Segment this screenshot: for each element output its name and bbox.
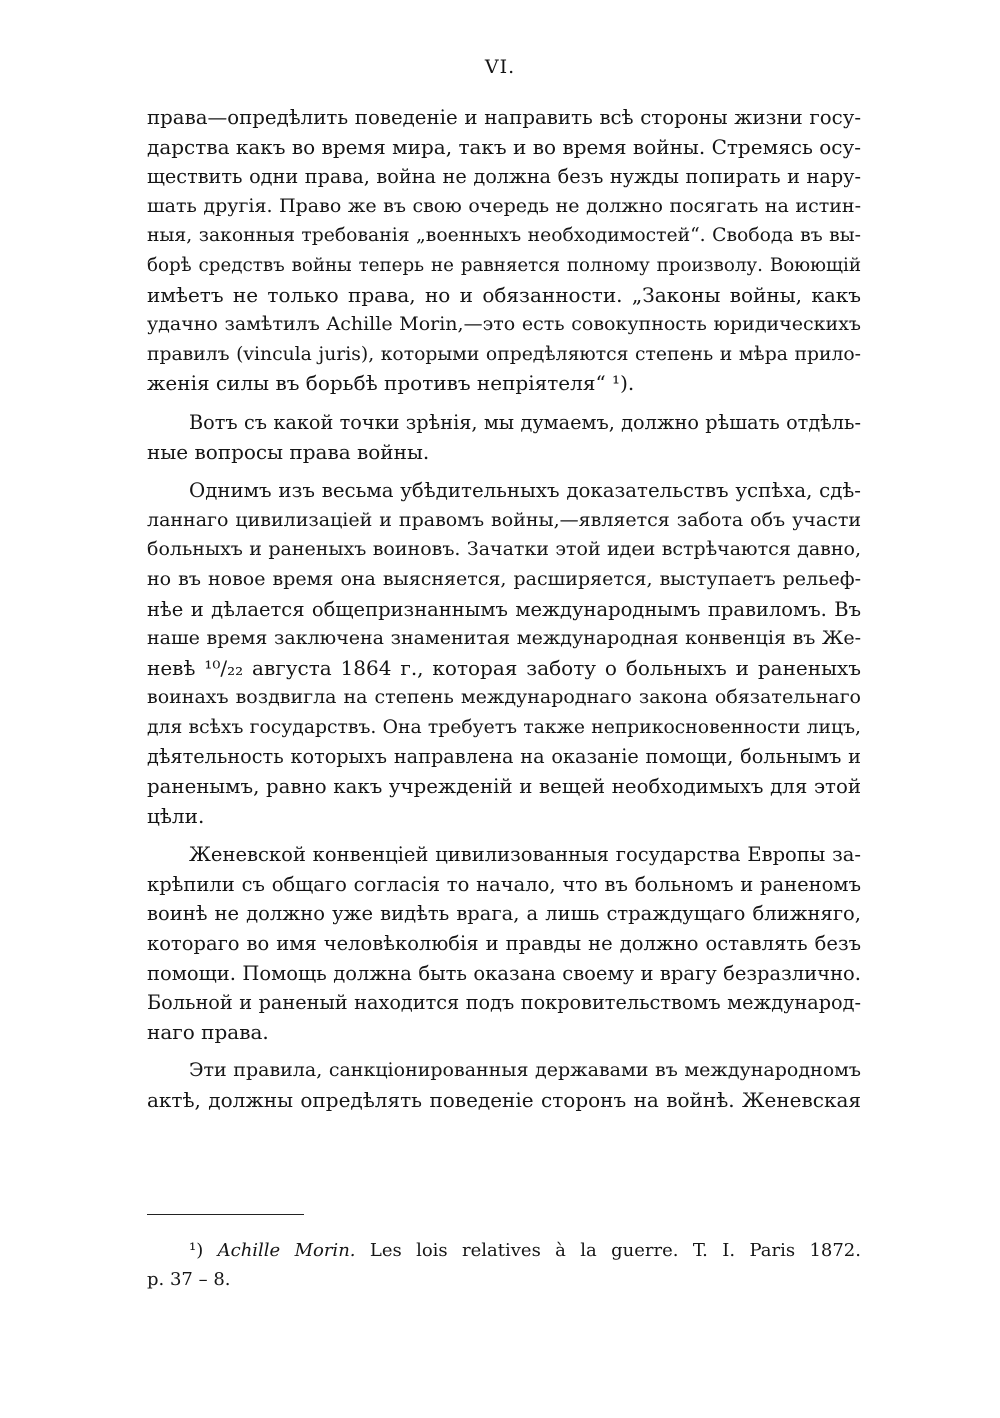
- text-line: удачно замѣтилъ Achille Morin,—это есть совокупность юридическихъ: [147, 313, 861, 336]
- footnote-marker: ¹): [189, 1240, 204, 1261]
- text-line: женія силы въ борьбѣ противъ непріятеля“ ¹).: [147, 371, 635, 396]
- text-line: котораго во имя человѣколюбія и правды не должно оставлять безъ: [147, 932, 861, 956]
- text-line: дѣятельность которыхъ направлена на оказаніе помощи, больнымъ и: [147, 745, 861, 769]
- paragraph: [147, 103, 861, 399]
- text-line: Эти правила, санкціонированныя державами въ международномъ: [189, 1059, 861, 1082]
- paragraph: [147, 840, 861, 1047]
- text-line: имѣетъ не только права, но и обязанности. „Законы войны, какъ: [147, 282, 861, 307]
- text-line: но въ новое время она выясняется, расширяется, выступаетъ рельеф-: [147, 567, 861, 590]
- text-line: дарства какъ во время мира, такъ и во время войны. Стремясь осу-: [147, 134, 861, 159]
- footnote-author: Achille Morin.: [217, 1240, 356, 1261]
- text-line: для всѣхъ государствъ. Она требуетъ также неприкосновенности лицъ,: [147, 716, 861, 738]
- page-number: VI.: [484, 56, 516, 78]
- text-line: наго права.: [147, 1019, 269, 1044]
- text-line: Вотъ съ какой точки зрѣнія, мы думаемъ, должно рѣшать отдѣль-: [189, 410, 861, 434]
- paragraph: [147, 476, 861, 831]
- footnote-divider: [147, 1214, 304, 1215]
- text-line: ществить одни права, война не должна безъ нужды попирать и нару-: [147, 165, 861, 189]
- footnote-line: [147, 1236, 861, 1265]
- text-line: ланнаго цивилизаціей и правомъ войны,—является забота объ участи: [147, 508, 861, 531]
- text-line: Женевской конвенціей цивилизованныя государства Европы за-: [189, 843, 861, 867]
- main-text: [147, 103, 861, 1116]
- text-line: невѣ ¹⁰/₂₂ августа 1864 г., которая заботу о больныхъ и раненыхъ: [147, 655, 861, 680]
- text-line: ныя, законныя требованія „военныхъ необходимостей“. Свобода въ вы-: [147, 225, 861, 247]
- footnote-line: p. 37 – 8.: [147, 1269, 231, 1290]
- text-line: борѣ средствъ войны теперь не равняется полному произволу. Воюющій: [147, 254, 861, 276]
- text-line: наше время заключена знаменитая международная конвенція въ Же-: [147, 627, 861, 650]
- footnote-citation: Les lois relatives à la guerre. T. I. Paris 1872.: [369, 1240, 861, 1261]
- paragraph: [147, 1056, 861, 1115]
- paragraph: [147, 408, 861, 467]
- text-line: раненымъ, равно какъ учрежденій и вещей необходимыхъ для этой: [147, 775, 861, 799]
- text-line: помощи. Помощь должна быть оказана своему и врагу безразлично.: [147, 961, 861, 985]
- text-line: ные вопросы права войны.: [147, 439, 430, 464]
- text-line: воинахъ воздвигла на степень международнаго закона обязательнаго: [147, 686, 861, 709]
- text-line: Больной и раненый находится подъ покровительствомъ международ-: [147, 991, 861, 1015]
- text-line: крѣпили съ общаго согласія то начало, что въ больномъ и раненомъ: [147, 872, 861, 896]
- footnote: [147, 1236, 861, 1294]
- text-line: нѣе и дѣлается общепризнаннымъ международнымъ правиломъ. Въ: [147, 597, 861, 621]
- text-line: права—опредѣлить поведеніе и направить всѣ стороны жизни госу-: [147, 106, 861, 129]
- text-line: воинѣ не должно уже видѣть врага, а лишь страждущаго ближняго,: [147, 902, 861, 926]
- text-line: больныхъ и раненыхъ воиновъ. Зачатки этой идеи встрѣчаются давно,: [147, 538, 861, 561]
- text-line: шать другія. Право же въ свою очередь не должно посягать на истин-: [147, 194, 861, 217]
- text-line: цѣли.: [147, 803, 205, 828]
- text-line: актѣ, должны опредѣлять поведеніе сторонъ на войнѣ. Женевская: [147, 1088, 861, 1112]
- text-line: Однимъ изъ весьма убѣдительныхъ доказательствъ успѣха, сдѣ-: [189, 479, 861, 503]
- text-line: правилъ (vincula juris), которыми опредѣляются степень и мѣра прило-: [147, 343, 861, 365]
